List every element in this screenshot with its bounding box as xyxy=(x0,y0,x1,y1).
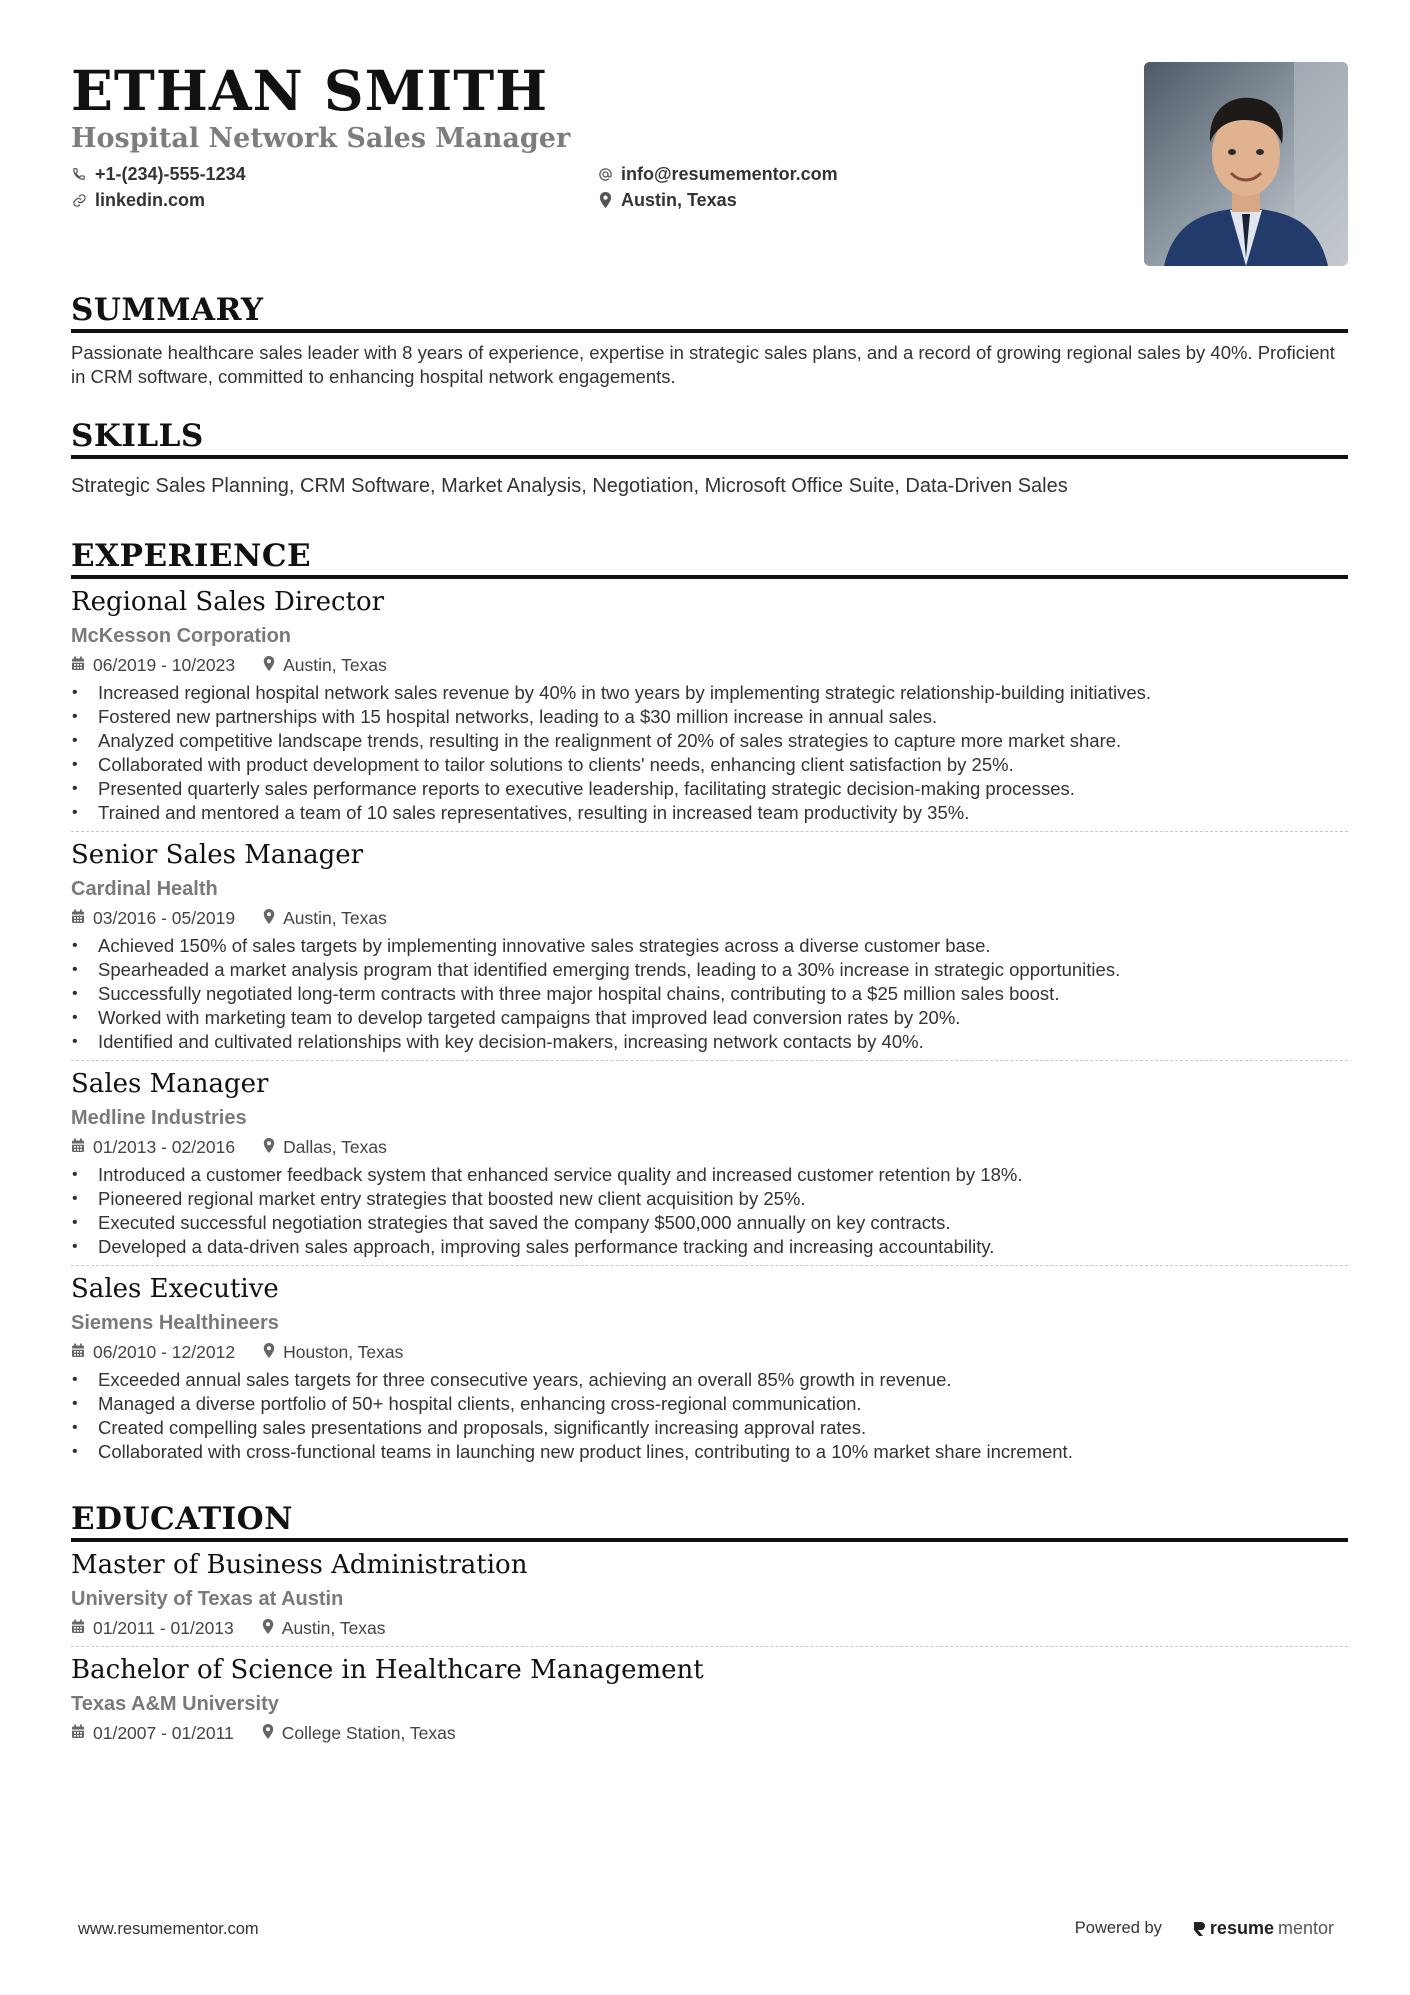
job-title: Sales Executive xyxy=(71,1274,279,1304)
brand-logo[interactable] xyxy=(1192,1918,1334,1939)
summary-heading: SUMMARY xyxy=(71,291,1348,333)
summary-section xyxy=(71,291,1348,389)
achievement-list xyxy=(71,1368,1348,1464)
education-heading: EDUCATION xyxy=(71,1500,1348,1542)
date-range xyxy=(71,655,235,676)
education-title: Bachelor of Science in Healthcare Management xyxy=(71,1655,704,1685)
job-organization: McKesson Corporation xyxy=(71,625,292,647)
achievement-item: • Managed a diverse portfolio of 50+ hospital clients, enhancing cross-regional communication. xyxy=(71,1392,1348,1416)
achievement-list xyxy=(71,681,1348,825)
location-text: Austin, Texas xyxy=(281,1617,386,1638)
map-pin-icon xyxy=(262,1723,274,1744)
date-text: 01/2011 - 01/2013 xyxy=(93,1617,234,1638)
link-icon xyxy=(71,192,87,208)
at-icon xyxy=(597,166,613,182)
candidate-title: Hospital Network Sales Manager xyxy=(71,123,571,154)
job-meta xyxy=(71,1135,1348,1159)
powered-by-text: Powered by xyxy=(1074,1919,1162,1937)
achievement-item: • Presented quarterly sales performance reports to executive leadership, facilitating strategic decision-making processes. xyxy=(71,777,1348,801)
education-organization: Texas A&M University xyxy=(71,1693,279,1715)
map-pin-icon xyxy=(597,192,613,208)
education-section xyxy=(71,1500,1348,1745)
contact-email[interactable] xyxy=(597,162,838,186)
achievement-list xyxy=(71,934,1348,1054)
experience-heading: EXPERIENCE xyxy=(71,537,1348,579)
achievement-item: • Introduced a customer feedback system that enhanced service quality and increased customer retention by 18%. xyxy=(71,1163,1348,1187)
job-entry xyxy=(71,1060,1348,1259)
profile-photo xyxy=(1144,62,1348,266)
map-pin-icon xyxy=(263,655,275,676)
date-text: 01/2013 - 02/2016 xyxy=(93,1136,236,1157)
education-meta xyxy=(71,1616,1348,1640)
achievement-item: • Identified and cultivated relationships with key decision-makers, increasing network contacts by 40%. xyxy=(71,1030,1348,1054)
phone-icon xyxy=(71,166,87,182)
brand-name-light: mentor xyxy=(1277,1918,1334,1938)
education-entry xyxy=(71,1646,1348,1745)
footer-website[interactable]: www.resumementor.com xyxy=(78,1920,259,1938)
education-list xyxy=(71,1542,1348,1745)
location-text: Houston, Texas xyxy=(283,1341,404,1362)
calendar-icon xyxy=(71,1137,85,1158)
calendar-icon xyxy=(71,1342,85,1363)
job-entry xyxy=(71,1265,1348,1464)
achievement-list xyxy=(71,1163,1348,1259)
calendar-icon xyxy=(71,908,85,929)
skills-heading: SKILLS xyxy=(71,417,1348,459)
footer-branding xyxy=(1075,1918,1334,1939)
location-text: Austin, Texas xyxy=(283,907,387,928)
job-title: Sales Manager xyxy=(71,1069,269,1099)
map-pin-icon xyxy=(262,1618,274,1639)
achievement-item: • Pioneered regional market entry strategies that boosted new client acquisition by 25%. xyxy=(71,1187,1348,1211)
achievement-item: • Collaborated with cross-functional teams in launching new product lines, contributing to a 10% market share increment. xyxy=(71,1440,1348,1464)
location-text: Dallas, Texas xyxy=(283,1136,387,1157)
page-footer xyxy=(0,1920,1410,1950)
achievement-item: • Exceeded annual sales targets for three consecutive years, achieving an overall 85% growth in revenue. xyxy=(71,1368,1348,1392)
achievement-item: • Executed successful negotiation strategies that saved the company $500,000 annually on key contracts. xyxy=(71,1211,1348,1235)
achievement-item: • Increased regional hospital network sales revenue by 40% in two years by implementing strategic relationship-building initiatives. xyxy=(71,681,1348,705)
achievement-item: • Achieved 150% of sales targets by implementing innovative sales strategies across a diverse customer base. xyxy=(71,934,1348,958)
email-text[interactable]: info@resumementor.com xyxy=(621,163,838,184)
date-text: 06/2019 - 10/2023 xyxy=(93,654,236,675)
job-entry xyxy=(71,579,1348,825)
date-text: 01/2007 - 01/2011 xyxy=(93,1722,234,1743)
date-range xyxy=(71,1137,235,1158)
phone-text: +1-(234)-555-1234 xyxy=(95,163,246,184)
job-organization: Siemens Healthineers xyxy=(71,1312,279,1334)
contact-phone xyxy=(71,162,246,186)
achievement-item: • Worked with marketing team to develop targeted campaigns that improved lead conversion rates by 20%. xyxy=(71,1006,1348,1030)
job-meta xyxy=(71,1340,1348,1364)
location-text: Austin, Texas xyxy=(283,654,387,675)
map-pin-icon xyxy=(263,1137,275,1158)
entry-location xyxy=(263,1342,403,1363)
achievement-item: • Analyzed competitive landscape trends, resulting in the realignment of 20% of sales strategies to capture more market share. xyxy=(71,729,1348,753)
summary-text: Passionate healthcare sales leader with 8 years of experience, expertise in strategic sales plans, and a record of growing regional sales by 40%. Proficient in CRM software, committed to enhancing hospital network engagements. xyxy=(71,342,1335,387)
job-organization: Cardinal Health xyxy=(71,878,218,900)
map-pin-icon xyxy=(263,1342,275,1363)
job-title: Senior Sales Manager xyxy=(71,840,364,870)
job-entry xyxy=(71,831,1348,1054)
candidate-name: ETHAN SMITH xyxy=(71,58,549,123)
achievement-item: • Collaborated with product development to tailor solutions to clients' needs, enhancing client satisfaction by 25%. xyxy=(71,753,1348,777)
calendar-icon xyxy=(71,655,85,676)
linkedin-text[interactable]: linkedin.com xyxy=(95,189,206,210)
date-range xyxy=(71,908,235,929)
entry-location xyxy=(262,1723,456,1744)
job-meta xyxy=(71,906,1348,930)
brand-mark-icon xyxy=(1192,1920,1206,1938)
brand-name-bold: resume xyxy=(1209,1918,1274,1938)
achievement-item: • Created compelling sales presentations and proposals, significantly increasing approval rates. xyxy=(71,1416,1348,1440)
job-title: Regional Sales Director xyxy=(71,587,385,617)
achievement-item: • Spearheaded a market analysis program that identified emerging trends, leading to a 30% increase in strategic opportunities. xyxy=(71,958,1348,982)
achievement-item: • Successfully negotiated long-term contracts with three major hospital chains, contributing to a $25 million sales boost. xyxy=(71,982,1348,1006)
date-range xyxy=(71,1342,235,1363)
education-organization: University of Texas at Austin xyxy=(71,1588,344,1610)
location-text: Austin, Texas xyxy=(621,189,737,210)
location-text: College Station, Texas xyxy=(281,1722,456,1743)
education-entry xyxy=(71,1542,1348,1640)
contact-linkedin[interactable] xyxy=(71,188,205,212)
job-organization: Medline Industries xyxy=(71,1107,247,1129)
date-range xyxy=(71,1618,234,1639)
entry-location xyxy=(263,655,387,676)
resume-header xyxy=(71,60,1348,275)
skills-section xyxy=(71,417,1348,499)
education-title: Master of Business Administration xyxy=(71,1550,528,1580)
skills-text: Strategic Sales Planning, CRM Software, Market Analysis, Negotiation, Microsoft Office Suite, Data-Driven Sales xyxy=(71,475,1068,497)
resume-page xyxy=(71,60,1348,1745)
experience-section xyxy=(71,537,1348,1464)
contact-location xyxy=(597,188,737,212)
map-pin-icon xyxy=(263,908,275,929)
achievement-item: • Trained and mentored a team of 10 sales representatives, resulting in increased team productivity by 35%. xyxy=(71,801,1348,825)
achievement-item: • Developed a data-driven sales approach, improving sales performance tracking and increasing accountability. xyxy=(71,1235,1348,1259)
experience-list xyxy=(71,579,1348,1464)
entry-location xyxy=(263,908,387,929)
calendar-icon xyxy=(71,1618,85,1639)
date-text: 03/2016 - 05/2019 xyxy=(93,907,236,928)
entry-location xyxy=(262,1618,386,1639)
date-text: 06/2010 - 12/2012 xyxy=(93,1341,236,1362)
entry-location xyxy=(263,1137,387,1158)
education-meta xyxy=(71,1721,1348,1745)
job-meta xyxy=(71,653,1348,677)
achievement-item: • Fostered new partnerships with 15 hospital networks, leading to a $30 million increase in annual sales. xyxy=(71,705,1348,729)
date-range xyxy=(71,1723,234,1744)
calendar-icon xyxy=(71,1723,85,1744)
